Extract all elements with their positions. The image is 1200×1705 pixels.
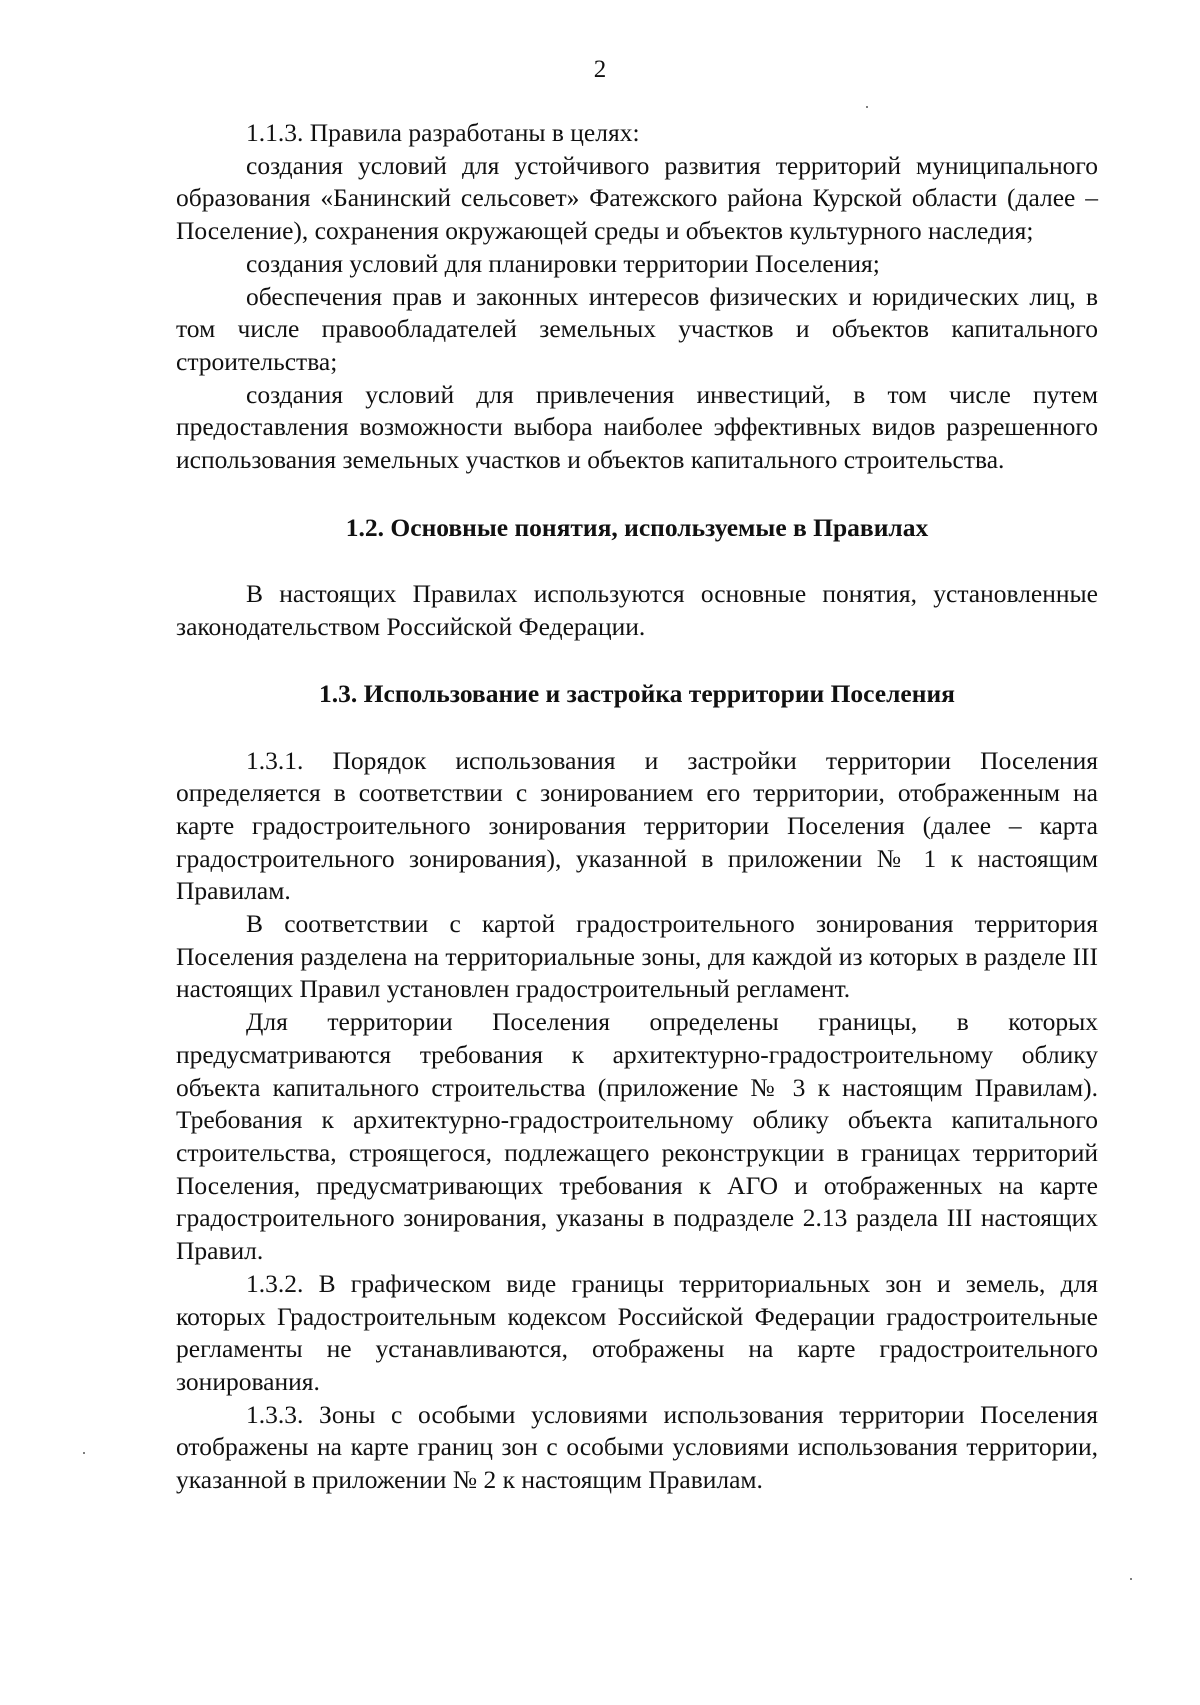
paragraph-basic-concepts: В настоящих Правилах используются основные понятия, установленные законодательством Российской Федерации. xyxy=(176,579,1098,642)
paragraph-goal-planning: создания условий для планировки территории Поселения; xyxy=(246,248,880,278)
section-heading-1-3: 1.3. Использование и застройка территории Поселения xyxy=(319,678,955,708)
paragraph-architectural-requirements: Для территории Поселения определены границы, в которых предусматриваются требования к архитектурно-градостроительному облику объекта капитального строительства (приложение № 3 к настоящим Правилам). Требования к архитектурно-градостроительному облику объекта капитального строительства, строящегося, подлежащего реконструкции в границах территорий Поселения, предусматривающих требования к АГО и отображенных на карте градостроительного зонирования, указаны в подразделе 2.13 раздела III настоящих Правил. xyxy=(176,1007,1098,1266)
paragraph-goal-rights: обеспечения прав и законных интересов физических и юридических лиц, в том числе правообладателей земельных участков и объектов капитального строительства; xyxy=(176,281,1098,376)
paragraph-1-3-1: 1.3.1. Порядок использования и застройки территории Поселения определяется в соответствии с зонированием его территории, отображенным на карте градостроительного зонирования территории Поселения (далее – карта градостроительного зонирования), указанной в приложении № 1 к настоящим Правилам. xyxy=(176,745,1098,906)
scan-speck xyxy=(866,106,868,108)
paragraph-goal-development: создания условий для устойчивого развития территорий муниципального образования «Банинский сельсовет» Фатежского района Курской области (далее – Поселение), сохранения окружающей среды и объектов культурного наследия; xyxy=(176,150,1098,246)
page-number: 2 xyxy=(593,56,607,83)
scan-speck xyxy=(83,1452,85,1454)
section-heading-1-2: 1.2. Основные понятия, используемые в Правилах xyxy=(345,512,929,542)
paragraph-1-3-2: 1.3.2. В графическом виде границы территориальных зон и земель, для которых Градостроительным кодексом Российской Федерации градостроительные регламенты не устанавливаются, отображены на карте градостроительного зонирования. xyxy=(176,1268,1098,1396)
paragraph-goal-investment: создания условий для привлечения инвестиций, в том числе путем предоставления возможности выбора наиболее эффективных видов разрешенного использования земельных участков и объектов капитального строительства. xyxy=(176,379,1098,475)
document-body xyxy=(176,117,1098,1497)
scan-speck xyxy=(1130,1578,1132,1580)
paragraph-zoning-division: В соответствии с картой градостроительного зонирования территория Поселения разделена на территориальные зоны, для каждой из которых в разделе III настоящих Правил установлен градостроительный регламент. xyxy=(176,909,1098,1004)
paragraph-1-3-3: 1.3.3. Зоны с особыми условиями использования территории Поселения отображены на карте границ зон с особыми условиями использования территории, указанной в приложении № 2 к настоящим Правилам. xyxy=(176,1399,1098,1495)
paragraph-1-1-3-intro: 1.1.3. Правила разработаны в целях: xyxy=(246,118,640,147)
